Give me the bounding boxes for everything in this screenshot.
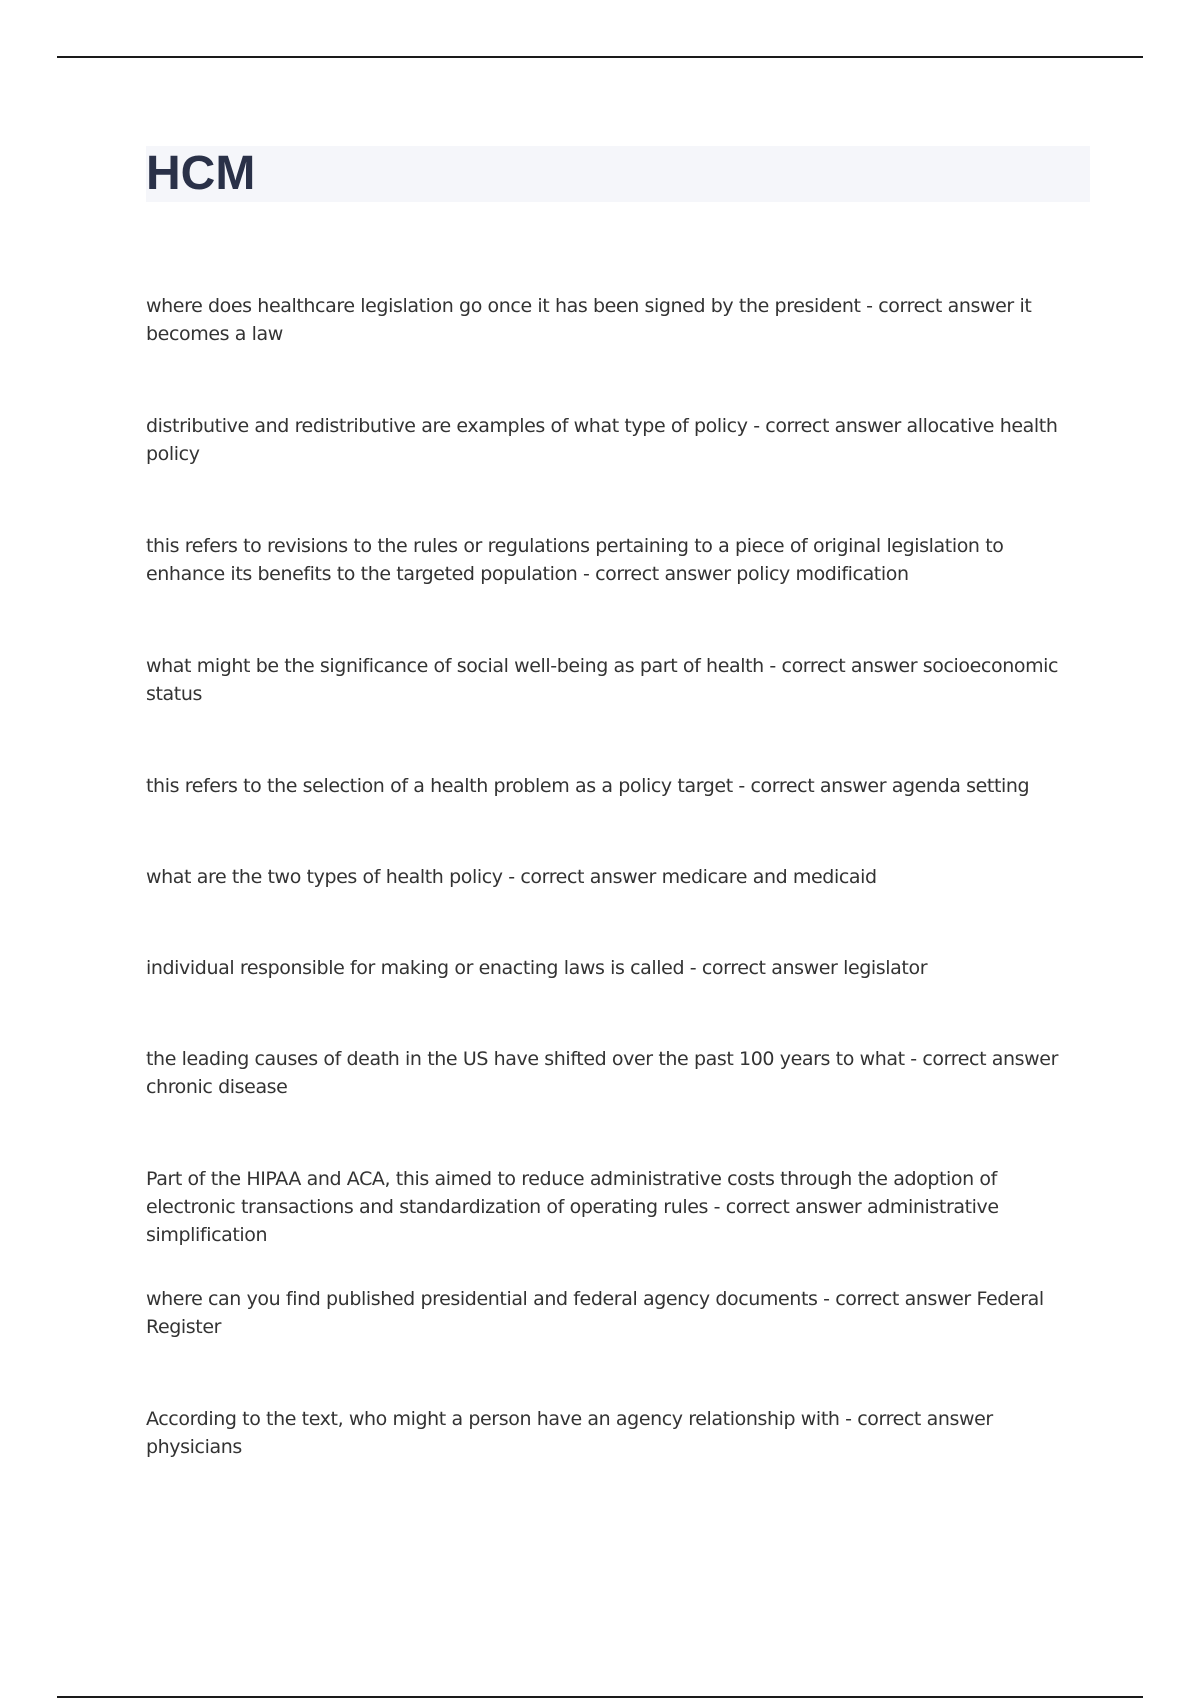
qa-item: individual responsible for making or enacting laws is called - correct answer legislator [146, 957, 928, 979]
qa-item: distributive and redistributive are examples of what type of policy - correct answer allocative health policy [146, 415, 1058, 465]
qa-item: what are the two types of health policy - correct answer medicare and medicaid [146, 866, 877, 888]
bottom-rule [57, 1696, 1143, 1698]
qa-item: where does healthcare legislation go once it has been signed by the president - correct answer it becomes a law [146, 295, 1032, 345]
qa-item: According to the text, who might a person have an agency relationship with - correct answer physicians [146, 1408, 993, 1458]
title-band [146, 146, 1090, 202]
qa-item: where can you find published presidential and federal agency documents - correct answer Federal Register [146, 1288, 1044, 1338]
qa-item: the leading causes of death in the US have shifted over the past 100 years to what - correct answer chronic disease [146, 1048, 1058, 1098]
qa-item: Part of the HIPAA and ACA, this aimed to reduce administrative costs through the adoption of electronic transactions and standardization of operating rules - correct answer administrative simplification [146, 1168, 999, 1246]
qa-item: what might be the significance of social well-being as part of health - correct answer socioeconomic status [146, 655, 1059, 705]
qa-item: this refers to the selection of a health problem as a policy target - correct answer agenda setting [146, 775, 1030, 797]
top-rule [57, 56, 1143, 58]
document-title: HCM [146, 147, 256, 200]
qa-item: this refers to revisions to the rules or regulations pertaining to a piece of original legislation to enhance its benefits to the targeted population - correct answer policy modification [146, 535, 1004, 585]
